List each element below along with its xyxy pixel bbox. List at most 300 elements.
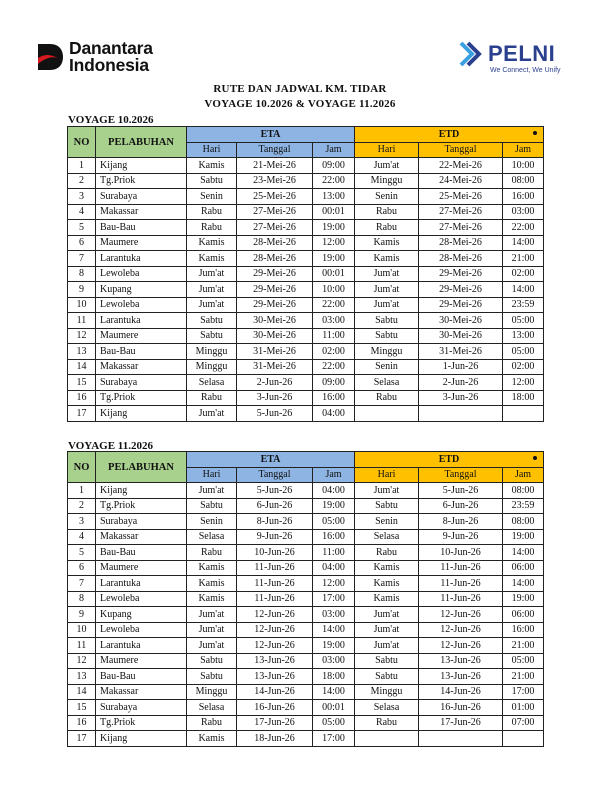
cell-eta-day: Sabtu (187, 328, 237, 344)
cell-port: Lewoleba (96, 297, 187, 313)
cell-etd-date: 10-Jun-26 (419, 545, 503, 561)
cell-etd-time: 03:00 (503, 204, 544, 220)
cell-etd-date (419, 731, 503, 747)
cell-no: 16 (68, 715, 96, 731)
cell-etd-date: 28-Mei-26 (419, 235, 503, 251)
table-row (68, 731, 544, 747)
cell-etd-date (419, 406, 503, 422)
cell-etd-time: 06:00 (503, 560, 544, 576)
cell-no: 6 (68, 560, 96, 576)
cell-eta-time: 17:00 (313, 731, 355, 747)
cell-etd-date: 8-Jun-26 (419, 514, 503, 530)
bullet-icon (533, 456, 537, 460)
cell-port: Kijang (96, 158, 187, 174)
cell-eta-date: 17-Jun-26 (237, 715, 313, 731)
cell-eta-day: Jum'at (187, 282, 237, 298)
cell-etd-date: 27-Mei-26 (419, 204, 503, 220)
col-etd-header (355, 127, 544, 143)
cell-eta-date: 27-Mei-26 (237, 204, 313, 220)
cell-no: 12 (68, 328, 96, 344)
danantara-line2: Indonesia (69, 55, 149, 75)
cell-port: Tg.Priok (96, 498, 187, 514)
cell-eta-date: 13-Jun-26 (237, 653, 313, 669)
cell-etd-day: Sabtu (355, 669, 419, 685)
table-row (68, 313, 544, 329)
cell-etd-time: 02:00 (503, 266, 544, 282)
cell-no: 7 (68, 576, 96, 592)
cell-port: Larantuka (96, 638, 187, 654)
cell-etd-day: Rabu (355, 545, 419, 561)
cell-eta-time: 11:00 (313, 545, 355, 561)
cell-etd-date: 9-Jun-26 (419, 529, 503, 545)
cell-etd-time: 05:00 (503, 313, 544, 329)
cell-eta-day: Senin (187, 514, 237, 530)
pelni-name: PELNI (488, 41, 556, 66)
cell-port: Lewoleba (96, 622, 187, 638)
cell-no: 4 (68, 204, 96, 220)
cell-eta-day: Jum'at (187, 638, 237, 654)
cell-no: 1 (68, 483, 96, 499)
table-row (68, 560, 544, 576)
cell-no: 4 (68, 529, 96, 545)
cell-port: Lewoleba (96, 591, 187, 607)
table-row (68, 220, 544, 236)
cell-port: Maumere (96, 560, 187, 576)
cell-eta-time: 09:00 (313, 158, 355, 174)
cell-eta-date: 2-Jun-26 (237, 375, 313, 391)
cell-etd-day: Rabu (355, 390, 419, 406)
table-row (68, 158, 544, 174)
cell-etd-date: 22-Mei-26 (419, 158, 503, 174)
cell-etd-time: 12:00 (503, 375, 544, 391)
cell-etd-time: 05:00 (503, 344, 544, 360)
cell-port: Bau-Bau (96, 220, 187, 236)
cell-eta-time: 00:01 (313, 204, 355, 220)
cell-eta-time: 22:00 (313, 359, 355, 375)
cell-etd-time: 14:00 (503, 576, 544, 592)
table-row (68, 266, 544, 282)
cell-eta-time: 05:00 (313, 715, 355, 731)
cell-eta-date: 11-Jun-26 (237, 591, 313, 607)
cell-etd-time: 23:59 (503, 297, 544, 313)
cell-port: Bau-Bau (96, 669, 187, 685)
cell-eta-date: 16-Jun-26 (237, 700, 313, 716)
cell-etd-time: 01:00 (503, 700, 544, 716)
cell-port: Surabaya (96, 375, 187, 391)
cell-no: 10 (68, 622, 96, 638)
cell-eta-day: Minggu (187, 359, 237, 375)
cell-port: Larantuka (96, 576, 187, 592)
cell-eta-time: 11:00 (313, 328, 355, 344)
cell-no: 5 (68, 220, 96, 236)
cell-no: 17 (68, 731, 96, 747)
cell-no: 9 (68, 607, 96, 623)
cell-eta-time: 22:00 (313, 173, 355, 189)
cell-eta-date: 13-Jun-26 (237, 669, 313, 685)
pelni-logo (458, 40, 561, 74)
cell-etd-date: 25-Mei-26 (419, 189, 503, 205)
cell-etd-date: 29-Mei-26 (419, 282, 503, 298)
cell-etd-day: Sabtu (355, 313, 419, 329)
cell-port: Larantuka (96, 313, 187, 329)
col-etd-date: Tanggal (419, 142, 503, 158)
cell-eta-time: 03:00 (313, 653, 355, 669)
cell-eta-time: 17:00 (313, 591, 355, 607)
cell-port: Tg.Priok (96, 173, 187, 189)
cell-port: Surabaya (96, 700, 187, 716)
cell-etd-day: Sabtu (355, 653, 419, 669)
cell-eta-date: 5-Jun-26 (237, 483, 313, 499)
cell-eta-time: 16:00 (313, 529, 355, 545)
cell-etd-time: 13:00 (503, 328, 544, 344)
cell-etd-time (503, 406, 544, 422)
cell-eta-day: Selasa (187, 375, 237, 391)
cell-eta-day: Sabtu (187, 313, 237, 329)
cell-eta-date: 3-Jun-26 (237, 390, 313, 406)
table-row (68, 669, 544, 685)
cell-eta-date: 5-Jun-26 (237, 406, 313, 422)
cell-eta-date: 8-Jun-26 (237, 514, 313, 530)
cell-etd-date: 12-Jun-26 (419, 638, 503, 654)
cell-eta-day: Jum'at (187, 406, 237, 422)
pelni-tagline: We Connect, We Unify (490, 67, 561, 74)
cell-etd-date: 29-Mei-26 (419, 297, 503, 313)
cell-port: Tg.Priok (96, 715, 187, 731)
cell-etd-day: Jum'at (355, 158, 419, 174)
cell-etd-day: Jum'at (355, 282, 419, 298)
table-row (68, 498, 544, 514)
cell-eta-time: 12:00 (313, 235, 355, 251)
col-no-header: NO (68, 127, 96, 158)
cell-eta-time: 22:00 (313, 297, 355, 313)
cell-eta-day: Kamis (187, 591, 237, 607)
cell-eta-time: 10:00 (313, 282, 355, 298)
cell-etd-time: 14:00 (503, 545, 544, 561)
col-port-header: PELABUHAN (96, 452, 187, 483)
cell-eta-day: Jum'at (187, 266, 237, 282)
cell-etd-date: 29-Mei-26 (419, 266, 503, 282)
danantara-logo-text (69, 40, 153, 74)
col-eta-date: Tanggal (237, 142, 313, 158)
cell-no: 7 (68, 251, 96, 267)
cell-port: Maumere (96, 328, 187, 344)
cell-eta-day: Rabu (187, 204, 237, 220)
cell-no: 14 (68, 684, 96, 700)
cell-port: Lewoleba (96, 266, 187, 282)
cell-eta-time: 12:00 (313, 576, 355, 592)
danantara-logo-icon (36, 42, 64, 72)
cell-eta-date: 29-Mei-26 (237, 297, 313, 313)
cell-eta-time: 14:00 (313, 684, 355, 700)
cell-etd-day: Senin (355, 514, 419, 530)
cell-etd-time: 08:00 (503, 173, 544, 189)
table-row (68, 251, 544, 267)
cell-eta-time: 03:00 (313, 313, 355, 329)
col-eta-time: Jam (313, 467, 355, 483)
table-row (68, 576, 544, 592)
cell-etd-time: 21:00 (503, 669, 544, 685)
table-row (68, 622, 544, 638)
cell-port: Tg.Priok (96, 390, 187, 406)
col-etd-day: Hari (355, 142, 419, 158)
cell-eta-day: Rabu (187, 715, 237, 731)
cell-eta-day: Minggu (187, 344, 237, 360)
cell-port: Kupang (96, 282, 187, 298)
voyage2-table (67, 451, 544, 747)
cell-eta-date: 12-Jun-26 (237, 622, 313, 638)
cell-etd-day: Senin (355, 189, 419, 205)
col-port-header: PELABUHAN (96, 127, 187, 158)
cell-eta-date: 29-Mei-26 (237, 282, 313, 298)
cell-eta-day: Sabtu (187, 498, 237, 514)
cell-port: Makassar (96, 359, 187, 375)
cell-eta-time: 04:00 (313, 483, 355, 499)
cell-etd-time: 07:00 (503, 715, 544, 731)
cell-eta-time: 14:00 (313, 622, 355, 638)
cell-etd-date: 1-Jun-26 (419, 359, 503, 375)
cell-port: Bau-Bau (96, 545, 187, 561)
cell-eta-date: 23-Mei-26 (237, 173, 313, 189)
cell-no: 15 (68, 375, 96, 391)
cell-eta-time: 19:00 (313, 251, 355, 267)
cell-etd-time: 18:00 (503, 390, 544, 406)
cell-etd-day: Jum'at (355, 638, 419, 654)
cell-etd-time: 14:00 (503, 235, 544, 251)
cell-eta-date: 9-Jun-26 (237, 529, 313, 545)
table-row (68, 282, 544, 298)
table-row (68, 715, 544, 731)
table-row (68, 653, 544, 669)
cell-eta-time: 09:00 (313, 375, 355, 391)
cell-etd-date: 12-Jun-26 (419, 622, 503, 638)
cell-eta-day: Kamis (187, 731, 237, 747)
table-row (68, 328, 544, 344)
cell-etd-date: 13-Jun-26 (419, 653, 503, 669)
cell-no: 9 (68, 282, 96, 298)
cell-etd-day: Minggu (355, 173, 419, 189)
cell-eta-time: 19:00 (313, 638, 355, 654)
cell-etd-day: Kamis (355, 251, 419, 267)
cell-eta-day: Sabtu (187, 173, 237, 189)
cell-no: 11 (68, 638, 96, 654)
cell-eta-date: 29-Mei-26 (237, 266, 313, 282)
cell-eta-date: 31-Mei-26 (237, 344, 313, 360)
cell-eta-day: Senin (187, 189, 237, 205)
cell-etd-day: Kamis (355, 576, 419, 592)
col-etd-date: Tanggal (419, 467, 503, 483)
cell-etd-date: 12-Jun-26 (419, 607, 503, 623)
table-row (68, 591, 544, 607)
cell-etd-date: 27-Mei-26 (419, 220, 503, 236)
cell-no: 8 (68, 591, 96, 607)
cell-no: 10 (68, 297, 96, 313)
cell-eta-day: Selasa (187, 700, 237, 716)
cell-etd-time: 21:00 (503, 251, 544, 267)
cell-port: Maumere (96, 235, 187, 251)
cell-etd-date: 13-Jun-26 (419, 669, 503, 685)
cell-eta-day: Jum'at (187, 483, 237, 499)
cell-etd-day: Jum'at (355, 607, 419, 623)
cell-eta-date: 6-Jun-26 (237, 498, 313, 514)
bullet-icon (533, 131, 537, 135)
cell-eta-day: Kamis (187, 560, 237, 576)
cell-no: 1 (68, 158, 96, 174)
cell-port: Surabaya (96, 189, 187, 205)
col-etd-day: Hari (355, 467, 419, 483)
cell-etd-time: 16:00 (503, 622, 544, 638)
cell-eta-date: 10-Jun-26 (237, 545, 313, 561)
cell-eta-time: 02:00 (313, 344, 355, 360)
cell-etd-date: 11-Jun-26 (419, 576, 503, 592)
cell-etd-day: Rabu (355, 220, 419, 236)
cell-eta-time: 19:00 (313, 220, 355, 236)
cell-etd-day: Jum'at (355, 266, 419, 282)
cell-etd-time: 17:00 (503, 684, 544, 700)
cell-eta-day: Kamis (187, 158, 237, 174)
cell-etd-day: Kamis (355, 591, 419, 607)
cell-etd-day: Selasa (355, 375, 419, 391)
cell-no: 6 (68, 235, 96, 251)
cell-etd-day: Rabu (355, 204, 419, 220)
cell-eta-day: Jum'at (187, 607, 237, 623)
voyage2-header-row (68, 452, 544, 468)
cell-eta-day: Rabu (187, 545, 237, 561)
cell-etd-time: 16:00 (503, 189, 544, 205)
cell-port: Larantuka (96, 251, 187, 267)
cell-etd-date: 16-Jun-26 (419, 700, 503, 716)
cell-port: Kupang (96, 607, 187, 623)
cell-port: Kijang (96, 406, 187, 422)
cell-etd-date: 24-Mei-26 (419, 173, 503, 189)
cell-eta-time: 16:00 (313, 390, 355, 406)
cell-etd-time: 08:00 (503, 483, 544, 499)
cell-eta-date: 11-Jun-26 (237, 576, 313, 592)
cell-port: Bau-Bau (96, 344, 187, 360)
table-row (68, 483, 544, 499)
cell-eta-time: 03:00 (313, 607, 355, 623)
cell-port: Makassar (96, 529, 187, 545)
cell-eta-day: Rabu (187, 220, 237, 236)
col-etd-time: Jam (503, 142, 544, 158)
cell-etd-time: 21:00 (503, 638, 544, 654)
cell-eta-day: Kamis (187, 576, 237, 592)
cell-etd-time: 10:00 (503, 158, 544, 174)
cell-etd-date: 17-Jun-26 (419, 715, 503, 731)
cell-eta-time: 13:00 (313, 189, 355, 205)
cell-etd-date: 30-Mei-26 (419, 328, 503, 344)
cell-etd-date: 6-Jun-26 (419, 498, 503, 514)
danantara-line1: Danantara (69, 38, 153, 58)
etd-label: ETD (438, 453, 460, 465)
cell-no: 15 (68, 700, 96, 716)
cell-eta-time: 00:01 (313, 266, 355, 282)
cell-etd-day: Minggu (355, 684, 419, 700)
table-row (68, 390, 544, 406)
table-row (68, 204, 544, 220)
table-row (68, 700, 544, 716)
document-subtitle: VOYAGE 10.2026 & VOYAGE 11.2026 (204, 98, 396, 110)
table-row (68, 684, 544, 700)
cell-etd-day: Senin (355, 359, 419, 375)
table-row (68, 545, 544, 561)
danantara-logo (36, 40, 153, 74)
cell-etd-day: Minggu (355, 344, 419, 360)
cell-no: 3 (68, 514, 96, 530)
table-row (68, 514, 544, 530)
cell-etd-day (355, 731, 419, 747)
cell-etd-time: 23:59 (503, 498, 544, 514)
cell-etd-time: 14:00 (503, 282, 544, 298)
etd-label: ETD (438, 128, 460, 140)
cell-etd-day: Jum'at (355, 622, 419, 638)
cell-port: Kijang (96, 483, 187, 499)
cell-etd-day: Selasa (355, 700, 419, 716)
cell-etd-day: Kamis (355, 560, 419, 576)
cell-eta-time: 04:00 (313, 406, 355, 422)
col-eta-day: Hari (187, 467, 237, 483)
cell-etd-time: 19:00 (503, 591, 544, 607)
cell-port: Kijang (96, 731, 187, 747)
col-eta-time: Jam (313, 142, 355, 158)
cell-eta-time: 19:00 (313, 498, 355, 514)
col-eta-header: ETA (187, 127, 355, 143)
pelni-logo-icon (458, 40, 484, 68)
cell-no: 2 (68, 173, 96, 189)
table-row (68, 173, 544, 189)
cell-no: 8 (68, 266, 96, 282)
cell-etd-date: 3-Jun-26 (419, 390, 503, 406)
cell-eta-day: Minggu (187, 684, 237, 700)
table-row (68, 359, 544, 375)
cell-etd-day: Jum'at (355, 483, 419, 499)
cell-etd-day: Sabtu (355, 498, 419, 514)
cell-no: 5 (68, 545, 96, 561)
cell-eta-date: 30-Mei-26 (237, 313, 313, 329)
document-title: RUTE DAN JADWAL KM. TIDAR (213, 83, 387, 95)
cell-eta-date: 30-Mei-26 (237, 328, 313, 344)
cell-etd-time: 22:00 (503, 220, 544, 236)
cell-eta-date: 27-Mei-26 (237, 220, 313, 236)
cell-etd-day (355, 406, 419, 422)
col-eta-header: ETA (187, 452, 355, 468)
cell-etd-date: 2-Jun-26 (419, 375, 503, 391)
voyage1-body (68, 158, 544, 422)
cell-port: Makassar (96, 684, 187, 700)
cell-eta-day: Selasa (187, 529, 237, 545)
cell-eta-day: Kamis (187, 235, 237, 251)
cell-etd-day: Rabu (355, 715, 419, 731)
table-row (68, 638, 544, 654)
cell-etd-time: 05:00 (503, 653, 544, 669)
cell-no: 13 (68, 344, 96, 360)
cell-etd-date: 28-Mei-26 (419, 251, 503, 267)
cell-etd-date: 31-Mei-26 (419, 344, 503, 360)
cell-eta-day: Rabu (187, 390, 237, 406)
voyage2-body (68, 483, 544, 747)
table-row (68, 529, 544, 545)
cell-port: Maumere (96, 653, 187, 669)
cell-eta-day: Jum'at (187, 622, 237, 638)
col-no-header: NO (68, 452, 96, 483)
cell-etd-date: 30-Mei-26 (419, 313, 503, 329)
cell-eta-time: 05:00 (313, 514, 355, 530)
cell-no: 16 (68, 390, 96, 406)
cell-no: 17 (68, 406, 96, 422)
cell-eta-date: 25-Mei-26 (237, 189, 313, 205)
table-row (68, 406, 544, 422)
cell-eta-date: 28-Mei-26 (237, 251, 313, 267)
cell-no: 12 (68, 653, 96, 669)
